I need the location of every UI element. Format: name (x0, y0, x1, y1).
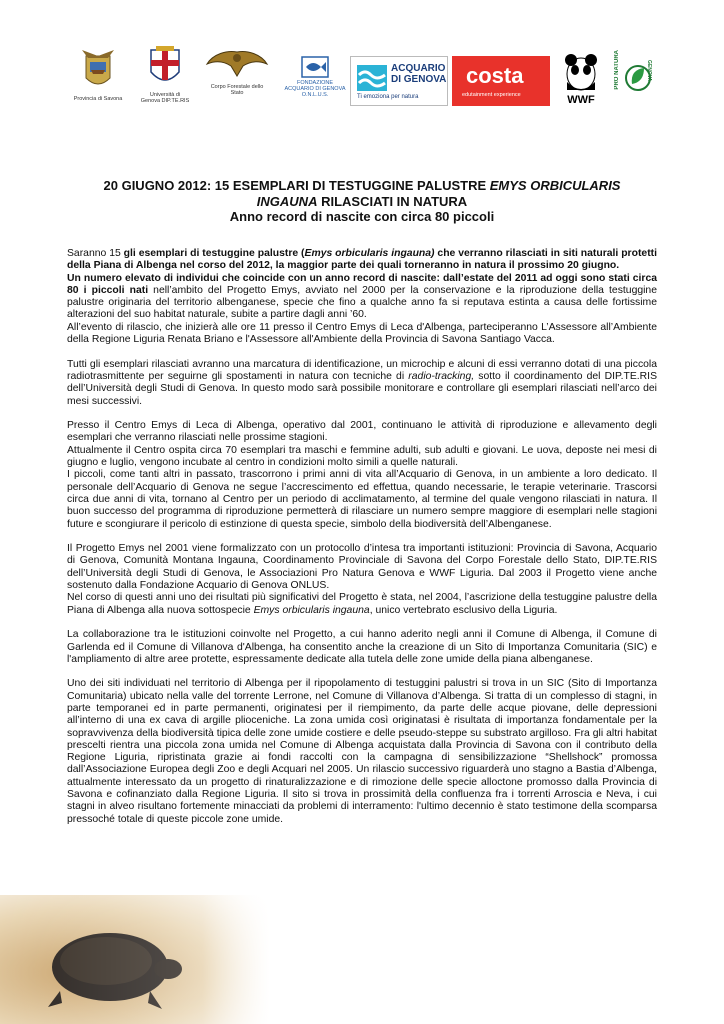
p3-text-a: Presso il Centro Emys di Leca di Albenga, operativo dal 2001, continuano le attività di riproduzione e allevamento degli esemplari che verranno rilasciati nelle prossime stagioni. (67, 420, 657, 444)
paragraph-4 (67, 543, 657, 617)
universita-genova-logo (140, 46, 190, 104)
title-line-2 (60, 194, 664, 210)
p2-text-b: sotto il coordinamento del DIP.TE.RIS dell’Università degli Studi di Genova. In questo modo sarà possibile monitorare e controllare gli esemplari rilasciati nell’arco dei mesi successivi. (67, 370, 657, 407)
turtle-photo (0, 895, 270, 1024)
p2-text-a: Tutti gli esemplari rilasciati avranno una marcatura di identificazione, un microchip e alcuni di essi verranno dotati di una piccola radiotrasmittente per seguirne gli spostamenti in natura con tecniche di (67, 358, 657, 382)
p1-intro: Saranno 15 (67, 248, 124, 259)
title-line-1 (60, 178, 664, 194)
fondazione-acquario-caption: FONDAZIONE ACQUARIO DI GENOVA O.N.L.U.S. (284, 80, 346, 98)
corpo-forestale-eagle-icon (205, 46, 269, 82)
pro-natura-logo (614, 50, 656, 110)
acquario-genova-logo (350, 56, 448, 106)
corpo-forestale-caption: Corpo Forestale dello Stato (210, 84, 264, 96)
wwf-panda-icon (563, 52, 599, 92)
p1-species: Emys orbicularis ingauna) (304, 248, 435, 259)
p1-bold-a: gli esemplari di testuggine palustre ( (123, 248, 305, 259)
p1-bold-c: Un numero elevato di individui che coincide con un anno record di nascite (67, 272, 437, 284)
p1-text-a: nell’ambito del Progetto Emys, avviato nel 2000 per la conservazione e la riproduzione della testuggine palustre originaria del territorio albenganese, specie che fino a qualche anno fa si reputava estinta a causa delle fortissime alterazioni del suo habitat naturale, subite a partire dagli anni ’60. (67, 284, 657, 321)
acquario-genova-text2: DI GENOVA (391, 74, 447, 85)
title-line-1-species: EMYS ORBICULARIS (489, 178, 621, 193)
costa-logo (452, 56, 550, 106)
p4-text-b: Nel corso di questi anni uno dei risultati più significativi del Progetto è stata, nel 2004, l’ascrizione della testuggine palustre della Piana di Albenga alla nuova sottospecie (67, 592, 657, 616)
wwf-text: WWF (567, 94, 595, 106)
paragraph-5: La collaborazione tra le istituzioni coinvolte nel Progetto, a cui hanno aderito negli anni il Comune di Albenga, il Comune di Garlenda ed il Comune di Villanova d'Albenga, ha consentito anche la creazione di un Sito di Importanza Comunitaria (SIC) e l'ampliamento di altre aree protette, espressamente dedicate alla tutela delle zone umide della piana albenganese. (67, 629, 657, 665)
universita-shield-icon (148, 46, 182, 90)
costa-text: costa (466, 63, 524, 88)
p3-text-c: I piccoli, come tanti altri in passato, trascorrono i primi anni di vita all’Acquario di Genova, in un ambiente a loro dedicato. Il personale dell’Acquario di Genova ne segue l’accrescimento ed effettua, quando necessarie, le terapie veterinarie. Trascorsi circa due anni di vita, tornano al Centro per un periodo di acclimatamento, al termine del quale vengono rilasciati in natura. Il buon successo del programma di riproduzione permetterà di rilasciare un numero sempre maggiore di esemplari nelle stagioni future e scongiurare il pericolo di estinzione di questa specie, simbolo della biodiversità dell’Albenganese. (67, 469, 657, 530)
p2-italic: radio-tracking, (408, 370, 475, 382)
pro-natura-text1: PRO NATURA (614, 50, 620, 90)
fondazione-fish-icon (301, 56, 329, 78)
p4-text-c: , unico vertebrato esclusivo della Liguria. (369, 604, 558, 616)
title-line-3: Anno record di nascite con circa 80 piccoli (229, 209, 495, 225)
p1-text-b: All’evento di rilascio, che inizierà alle ore 11 presso il Centro Emys di Leca d'Albenga, parteciperanno L’Assessore all’Ambiente della Regione Liguria Renata Briano e l'Assessore all'Ambiente della Provincia di Savona Santiago Vacca. (67, 321, 657, 346)
provincia-savona-crest-icon (78, 46, 118, 94)
provincia-savona-caption: Provincia di Savona (73, 96, 123, 102)
acquario-genova-tagline: Ti emoziona per natura (357, 94, 419, 100)
provincia-savona-logo (70, 46, 126, 102)
press-release-title (60, 178, 664, 225)
p4-text-a: Il Progetto Emys nel 2001 viene formalizzato con un protocollo d’intesa tra importanti istituzioni: Provincia di Savona, Acquario di Genova, Comunità Montana Ingauna, Coordinamento Provinciale di Savona del Corpo Forestale dello Stato, DIP.TE.RIS dell’Università degli Studi di Genova, le Associazioni Pro Natura Genova e WWF Liguria. Dal 2003 il Progetto viene anche sostenuto dalla Fondazione Acquario di Genova ONLUS. (67, 543, 657, 592)
wwf-logo (562, 52, 600, 106)
article-body (67, 248, 657, 838)
logo-strip (70, 46, 660, 116)
corpo-forestale-logo (204, 46, 270, 96)
title-line-2-text: RILASCIATI IN NATURA (317, 193, 468, 209)
p1-bold-d: : dall’estate del 2011 ad oggi sono stati circa 80 i piccoli nati (67, 272, 658, 296)
acquario-wave-icon (357, 65, 387, 91)
p4-species: Emys orbicularis ingauna (253, 604, 370, 616)
paragraph-1 (67, 248, 657, 346)
costa-tagline: edutainment experience (462, 92, 521, 98)
title-line-1-text: 20 GIUGNO 2012: 15 ESEMPLARI DI TESTUGGINE PALUSTRE (103, 178, 490, 193)
paragraph-3 (67, 420, 657, 531)
pro-natura-text2: GENOVA (646, 60, 652, 82)
fondazione-acquario-logo (282, 56, 348, 98)
universita-genova-caption: Università di Genova DIP.TE.RIS (140, 92, 190, 104)
title-line-2-species: INGAUNA (256, 193, 318, 209)
acquario-genova-text1: ACQUARIO (391, 63, 446, 74)
paragraph-2 (67, 359, 657, 408)
paragraph-6: Uno dei siti individuati nel territorio di Albenga per il ripopolamento di testuggini palustri si trova in un SIC (Sito di Importanza Comunitaria) ubicato nella valle del torrente Lerrone, nel Comune di Villanova d’Albenga. Si tratta di un complesso di stagni, in parte temporanei ed in parte permanenti, originatesi per il riempimento, da parte delle acque piovane, delle depressioni all’interno di una ex cava di argille plioceniche. La zona umida così originatasi è risultata di importanza fondamentale per la sopravvivenza della biodiversità tipica delle zone umide costiere e delle pseudo-steppe su substrato argilloso. Fra gli altri habitat prescelti rientra una piccola zona umida nel Comune di Albenga acquistata dalla Provincia di Savona con il contributo della Regione Liguria, ripristinata grazie ai fondi raccolti con la campagna di sensibilizzazione “Shellshock” promossa dall’Associazione Europea degli Zoo e degli Acquari nel 2005. Un rilascio successivo riguarderà uno stagno a Bastia d’Albenga, attualmente interessato da un progetto di rinaturalizzazione e di rimozione delle specie alloctone promosso dalla Provincia di Savona e cofinanziato dalla Regione Liguria. Il sito si trova in prossimità della confluenza fra i torrenti Arroscia e Neva, i cui stagni in alveo risultano fortemente minacciati da problemi di interramento: l'ultimo decennio è stato testimone della scomparsa pressoché totale di queste piccole zone umide. (67, 678, 657, 825)
p1-bold-b: che verranno rilasciati in siti naturali protetti della Piana di Albenga nel corso del 2012, la maggior parte dei quali torneranno in natura il prossimo 20 giugno. (67, 248, 657, 272)
p3-text-b: Attualmente il Centro ospita circa 70 esemplari tra maschi e femmine adulti, sub adulti e giovani. Le uova, deposte nei mesi di giugno e luglio, vengono incubate al centro in condizioni molto simili a quelle naturali. (67, 444, 657, 469)
